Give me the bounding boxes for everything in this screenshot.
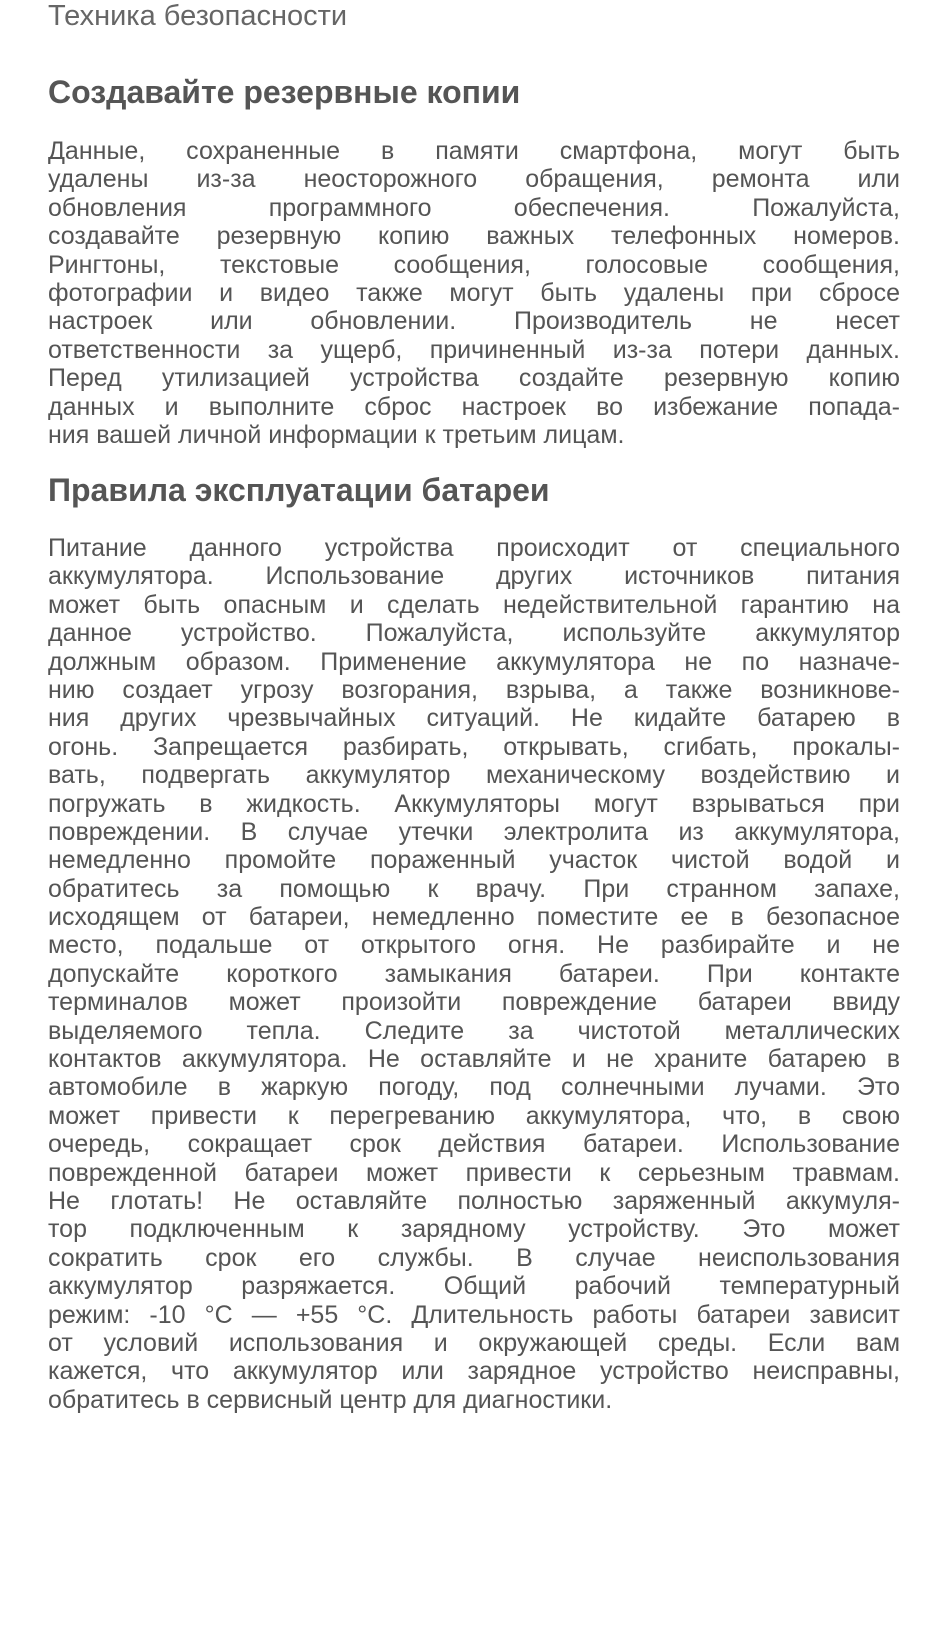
- text-line: нию создает угрозу возгорания, взрыва, а также возникнове-: [48, 675, 900, 704]
- text-line: аккумулятор разряжается. Общий рабочий температурный: [48, 1272, 900, 1301]
- text-line: данное устройство. Пожалуйста, используйте аккумулятор: [48, 619, 900, 648]
- text-line: автомобиле в жаркую погоду, под солнечными лучами. Это: [48, 1073, 900, 1102]
- text-line: удалены из-за неосторожного обращения, ремонта или: [48, 165, 900, 194]
- text-line: Питание данного устройства происходит от специального: [48, 534, 900, 562]
- text-line: исходящем от батареи, немедленно поместите ее в безопасное: [48, 903, 900, 932]
- text-line: обратитесь за помощью к врачу. При странном запахе,: [48, 874, 900, 903]
- section-heading-backup: Создавайте резервные копии: [48, 74, 521, 110]
- text-line: создавайте резервную копию важных телефонных номеров.: [48, 222, 900, 251]
- text-line: ответственности за ущерб, причиненный из-за потери данных.: [48, 335, 900, 364]
- text-line: обновления программного обеспечения. Пожалуйста,: [48, 193, 900, 222]
- text-line: тор подключенным к зарядному устройству. Это может: [48, 1215, 900, 1244]
- text-line: Перед утилизацией устройства создайте резервную копию: [48, 364, 900, 393]
- text-line: поврежденной батареи может привести к серьезным травмам.: [48, 1158, 900, 1187]
- section-body-battery: [48, 534, 900, 1414]
- text-line: может быть опасным и сделать недействительной гарантию на: [48, 590, 900, 619]
- text-line: место, подальше от открытого огня. Не разбирайте и не: [48, 931, 900, 960]
- text-line: допускайте короткого замыкания батареи. При контакте: [48, 959, 900, 988]
- text-line: данных и выполните сброс настроек во избежание попада-: [48, 392, 900, 421]
- text-line: режим: -10 °C — +55 °C. Длительность работы батареи зависит: [48, 1300, 900, 1329]
- text-line: вать, подвергать аккумулятор механическому воздействию и: [48, 761, 900, 790]
- text-line: фотографии и видео также могут быть удалены при сбросе: [48, 278, 900, 307]
- running-title: Техника безопасности: [48, 0, 348, 32]
- text-line: погружать в жидкость. Аккумуляторы могут взрываться при: [48, 789, 900, 818]
- text-line: аккумулятора. Использование других источников питания: [48, 562, 900, 591]
- text-line: выделяемого тепла. Следите за чистотой металлических: [48, 1016, 900, 1045]
- text-line: должным образом. Применение аккумулятора не по назначе-: [48, 647, 900, 676]
- section-heading-battery: Правила эксплуатации батареи: [48, 472, 550, 508]
- text-line: Рингтоны, текстовые сообщения, голосовые сообщения,: [48, 250, 900, 279]
- text-line: ния других чрезвычайных ситуаций. Не кидайте батарею в: [48, 704, 900, 733]
- text-line: может привести к перегреванию аккумулятора, что, в свою: [48, 1101, 900, 1130]
- text-line: ния вашей личной информации к третьим лицам.: [48, 420, 625, 449]
- text-line: повреждении. В случае утечки электролита из аккумулятора,: [48, 817, 900, 846]
- section-body-backup: [48, 137, 900, 449]
- text-line: обратитесь в сервисный центр для диагностики.: [48, 1385, 613, 1414]
- text-line: терминалов может произойти повреждение батареи ввиду: [48, 988, 900, 1017]
- text-line: очередь, сокращает срок действия батареи. Использование: [48, 1130, 900, 1159]
- text-line: от условий использования и окружающей среды. Если вам: [48, 1328, 900, 1357]
- text-line: Не глотать! Не оставляйте полностью заряженный аккумуля-: [48, 1186, 900, 1215]
- text-line: немедленно промойте пораженный участок чистой водой и: [48, 846, 900, 875]
- text-line: настроек или обновлении. Производитель не несет: [48, 307, 900, 336]
- text-line: огонь. Запрещается разбирать, открывать, сгибать, прокалы-: [48, 732, 900, 761]
- text-line: Данные, сохраненные в памяти смартфона, могут быть: [48, 137, 900, 165]
- text-line: сократить срок его службы. В случае неиспользования: [48, 1243, 900, 1272]
- text-line: кажется, что аккумулятор или зарядное устройство неисправны,: [48, 1357, 900, 1386]
- text-line: контактов аккумулятора. Не оставляйте и не храните батарею в: [48, 1045, 900, 1074]
